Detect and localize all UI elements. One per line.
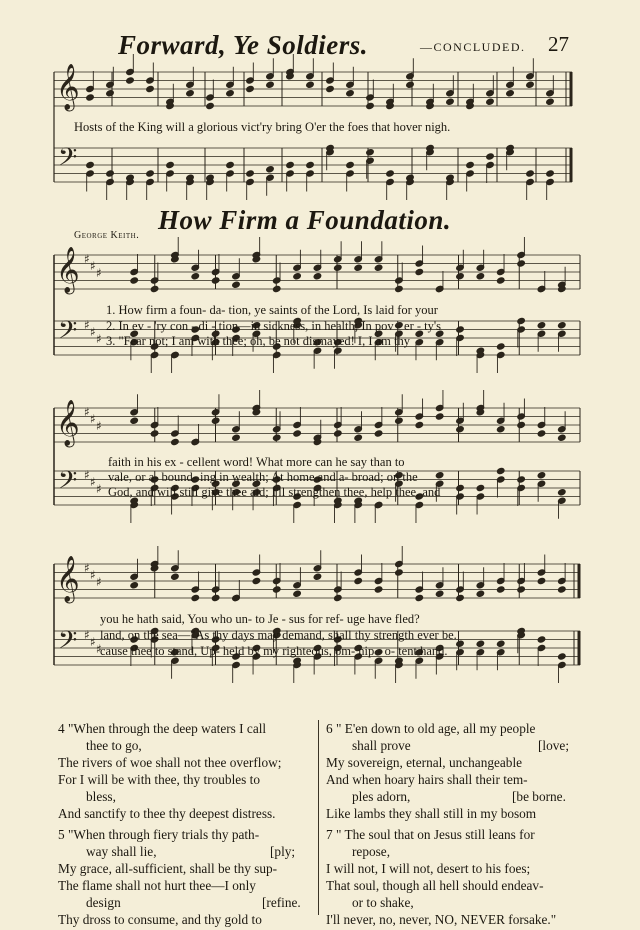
svg-text:♯: ♯	[90, 259, 96, 273]
verse6-line6: Like lambs they shall still in my bosom	[326, 806, 537, 821]
svg-text:♯: ♯	[96, 482, 102, 496]
verse5-bracket1: [ply;	[270, 844, 296, 859]
hymn-title-how-firm-a-foundation: How Firm a Foundation.	[158, 205, 452, 235]
svg-text:♯: ♯	[84, 405, 90, 419]
verse5-line1: 5 "When through fiery trials thy path-	[58, 827, 260, 842]
verse4-line4: For I will be with thee, thy troubles to	[58, 772, 261, 787]
verse6-line3: My sovereign, eternal, unchangeable	[326, 755, 523, 770]
svg-text:♯: ♯	[90, 568, 96, 582]
verse5-line5: design	[86, 895, 121, 910]
svg-text:♯: ♯	[96, 266, 102, 280]
verse4-line3: The rivers of woe shall not thee overflow;	[58, 755, 282, 770]
verse6-line5: ples adorn,	[352, 789, 411, 804]
verse6-line2: shall prove	[352, 738, 411, 753]
lyric-s3-verse1: you he hath said, You who un- to Je - sus for ref- uge have fled?	[100, 612, 420, 626]
verse7-line3: I will not, I will not, desert to his foes;	[326, 861, 531, 876]
svg-text:♯: ♯	[90, 475, 96, 489]
svg-text:♯: ♯	[96, 575, 102, 589]
lyric-s2-verse1: faith in his ex - cellent word! What more can he say than to	[108, 455, 405, 469]
svg-text:♯: ♯	[96, 332, 102, 346]
verse5-line4: The flame shall not hurt thee—I only	[58, 878, 256, 893]
svg-text:𝄞: 𝄞	[56, 556, 80, 602]
svg-text:𝄢: 𝄢	[58, 466, 78, 501]
svg-text:♯: ♯	[84, 318, 90, 332]
composer-credit: George Keith.	[74, 230, 140, 241]
svg-text:♯: ♯	[90, 412, 96, 426]
verse6-line4: And when hoary hairs shall their tem-	[326, 772, 528, 787]
page-number: 27	[548, 32, 569, 56]
svg-text:𝄞: 𝄞	[56, 247, 80, 293]
verse6-bracket2: [be borne.	[512, 789, 566, 804]
verse6-line1: 6 " E'en down to old age, all my people	[326, 721, 536, 736]
verse4-line6: And sanctify to thee thy deepest distress.	[58, 806, 276, 821]
lyric-s1-verse2: 2. In ev - 'ry con - di - tion—in sickness, in health; In pov - er - ty's	[106, 319, 441, 333]
verse7-line4: That soul, though all hell should endeav-	[326, 878, 544, 893]
verse6-bracket1: [love;	[538, 738, 570, 753]
hymn-title-forward-ye-soldiers: Forward, Ye Soldiers.	[118, 30, 369, 60]
svg-text:♯: ♯	[84, 561, 90, 575]
lyric-s1-verse3: 3. "Fear not; I am with thee; oh, be not dismayed! I, I am thy	[106, 334, 410, 348]
hymn1-lyric-line: Hosts of the King will a glorious vict'ry bring O'er the foes that hover nigh.	[74, 120, 451, 134]
svg-text:𝄢: 𝄢	[58, 316, 78, 351]
lyric-s1-verse1: 1. How firm a foun- da- tion, ye saints of the Lord, Is laid for your	[106, 303, 438, 317]
lyric-s2-verse2: vale, or a- bound- ing in wealth; At home and a- broad; on the	[108, 470, 418, 484]
svg-text:♯: ♯	[90, 325, 96, 339]
svg-text:♯: ♯	[96, 419, 102, 433]
lyric-s3-verse2: land, on the sea—"As thy days may demand, shall thy strength ever be.	[100, 628, 457, 642]
verse5-line6: Thy dross to consume, and thy gold to	[58, 912, 262, 927]
svg-text:𝄢: 𝄢	[58, 626, 78, 661]
verse5-bracket2: [refine.	[262, 895, 301, 910]
lyric-s3-verse3: cause thee to stand, Up- held by my righteous, om- nip - o- tent hand.	[100, 644, 448, 658]
verse4-line2: thee to go,	[86, 738, 142, 753]
svg-text:♯: ♯	[84, 468, 90, 482]
verse7-line5: or to shake,	[352, 895, 414, 910]
svg-text:𝄢: 𝄢	[58, 143, 78, 178]
verse7-line1: 7 " The soul that on Jesus still leans for	[326, 827, 535, 842]
lyric-s2-verse3: God, and will still give thee aid; I'll strengthen thee, help thee, and	[108, 485, 441, 499]
svg-text:♯: ♯	[84, 628, 90, 642]
verse4-line5: bless,	[86, 789, 116, 804]
verse7-line2: repose,	[352, 844, 391, 859]
svg-text:♯: ♯	[96, 642, 102, 656]
svg-text:𝄞: 𝄞	[56, 400, 80, 446]
verse7-line6: I'll never, no, never, NO, NEVER forsake."	[326, 912, 557, 927]
concluded-label: —CONCLUDED.	[420, 40, 526, 54]
verse4-line1: 4 "When through the deep waters I call	[58, 721, 267, 736]
verse5-line2: way shall lie,	[86, 844, 157, 859]
column-divider	[318, 720, 319, 915]
verse5-line3: My grace, all-sufficient, shall be thy sup-	[58, 861, 278, 876]
svg-text:𝄞: 𝄞	[56, 64, 80, 110]
svg-text:♯: ♯	[90, 635, 96, 649]
svg-text:♯: ♯	[84, 252, 90, 266]
